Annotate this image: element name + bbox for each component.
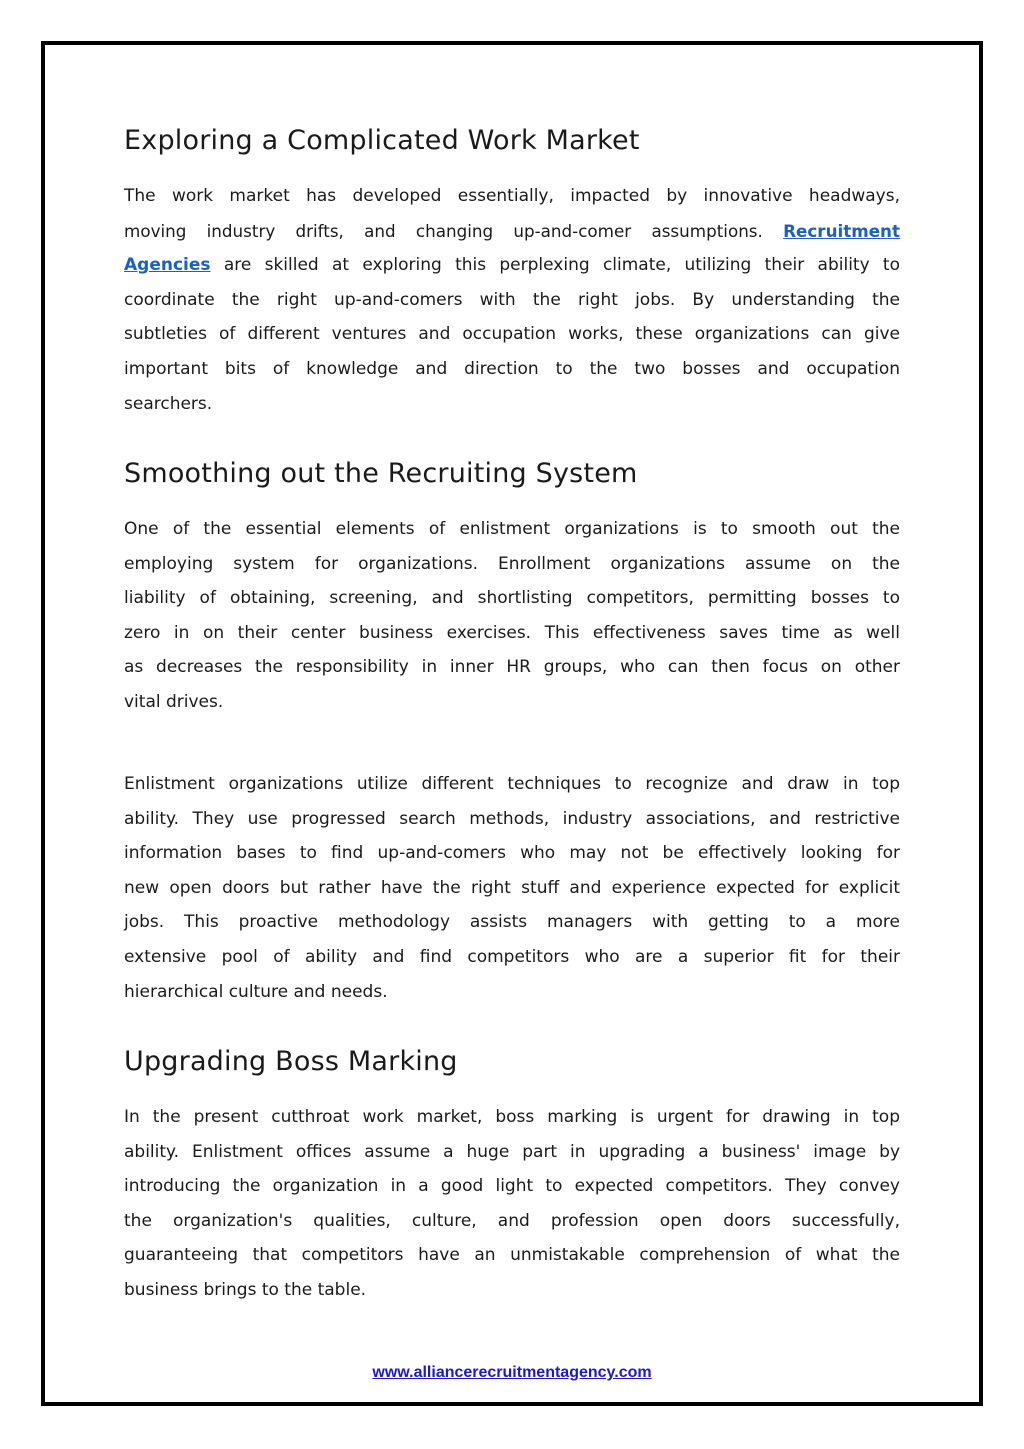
section-heading-smoothing: Smoothing out the Recruiting System — [124, 458, 638, 489]
paragraph-smoothing-2 — [124, 767, 900, 1009]
paragraph-line: subtleties of different ventures and occupation works, these organizations can give — [124, 324, 900, 345]
paragraph-line: liability of obtaining, screening, and shortlisting competitors, permitting bosses to — [124, 588, 900, 609]
paragraph-line: Enlistment organizations utilize different techniques to recognize and draw in top — [124, 774, 900, 794]
paragraph-line: jobs. This proactive methodology assists managers with getting to a more — [124, 912, 900, 933]
paragraph-line: The work market has developed essentially, impacted by innovative headways, — [124, 186, 900, 206]
paragraph-line: introducing the organization in a good light to expected competitors. They convey — [124, 1176, 900, 1197]
recruitment-agencies-link[interactable]: Recruitment — [783, 220, 900, 241]
paragraph-line: hierarchical culture and needs. — [124, 981, 388, 1002]
paragraph-upgrading — [124, 1100, 900, 1308]
footer — [0, 1364, 1024, 1382]
paragraph-line: zero in on their center business exercises. This effectiveness saves time as well — [124, 622, 900, 643]
paragraph-line: the organization's qualities, culture, and profession open doors successfully, — [124, 1210, 900, 1231]
section-heading-exploring: Exploring a Complicated Work Market — [124, 125, 640, 156]
paragraph-smoothing-1 — [124, 512, 900, 720]
paragraph-line: new open doors but rather have the right stuff and experience expected for explicit — [124, 877, 900, 898]
paragraph-exploring — [124, 179, 900, 421]
paragraph-line: searchers. — [124, 393, 213, 414]
paragraph-line: One of the essential elements of enlistment organizations is to smooth out the — [124, 519, 900, 539]
paragraph-line: extensive pool of ability and find competitors who are a superior fit for their — [124, 946, 900, 967]
paragraph-line: Agencies are skilled at exploring this perplexing climate, utilizing their ability to — [124, 255, 900, 276]
paragraph-line: as decreases the responsibility in inner HR groups, who can then focus on other — [124, 657, 900, 678]
paragraph-line: vital drives. — [124, 691, 224, 712]
paragraph-line: In the present cutthroat work market, boss marking is urgent for drawing in top — [124, 1107, 900, 1127]
paragraph-line: employing system for organizations. Enrollment organizations assume on the — [124, 553, 900, 574]
section-heading-upgrading: Upgrading Boss Marking — [124, 1046, 458, 1077]
paragraph-line: moving industry drifts, and changing up-and-comer assumptions. Recruitment — [124, 220, 900, 241]
recruitment-agencies-link-continued[interactable]: Agencies — [124, 255, 211, 276]
paragraph-line: information bases to find up-and-comers who may not be effectively looking for — [124, 843, 900, 864]
website-footer-link[interactable]: www.alliancerecruitmentagency.com — [372, 1364, 652, 1381]
paragraph-line: business brings to the table. — [124, 1279, 367, 1300]
paragraph-line: important bits of knowledge and direction to the two bosses and occupation — [124, 358, 900, 379]
paragraph-line: ability. They use progressed search methods, industry associations, and restrictive — [124, 808, 900, 829]
paragraph-line: guaranteeing that competitors have an unmistakable comprehension of what the — [124, 1245, 900, 1266]
paragraph-line: coordinate the right up-and-comers with the right jobs. By understanding the — [124, 289, 900, 310]
paragraph-line: ability. Enlistment offices assume a huge part in upgrading a business' image by — [124, 1141, 900, 1162]
